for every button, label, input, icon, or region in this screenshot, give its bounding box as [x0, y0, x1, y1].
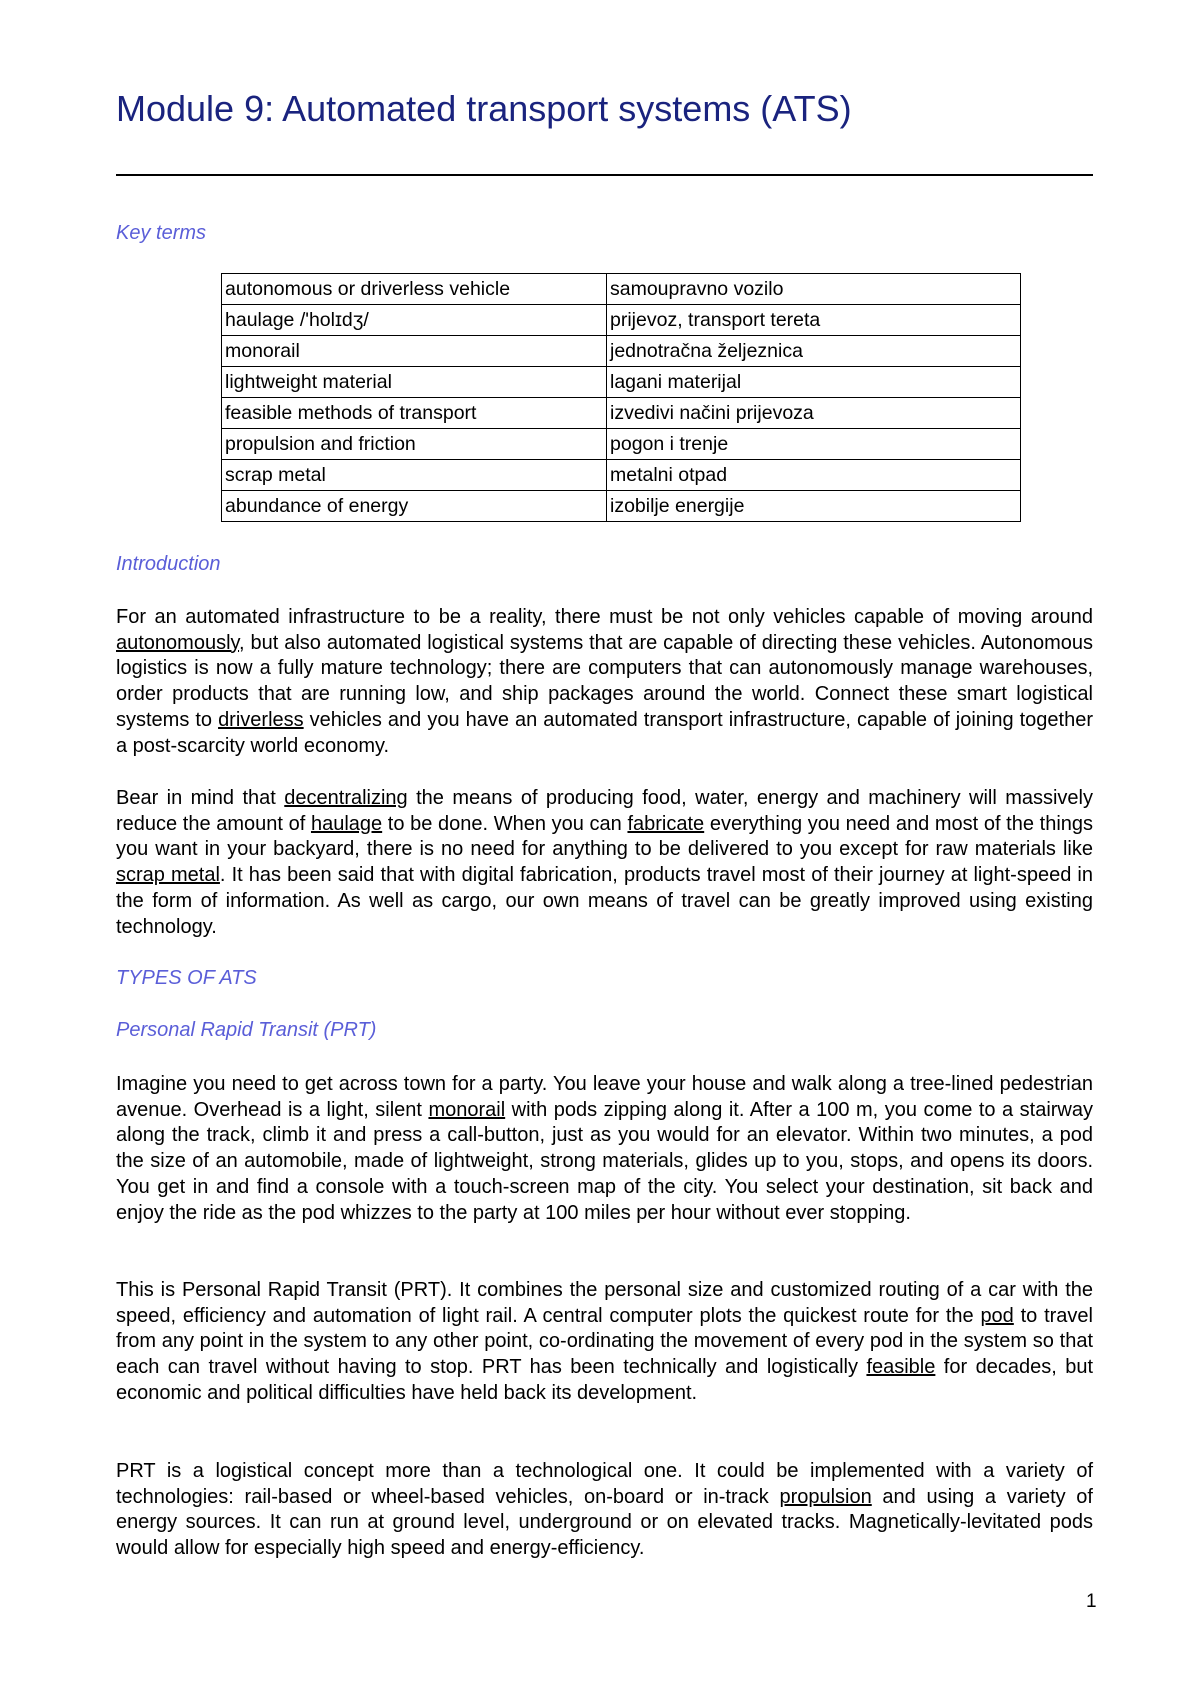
key-term-english: propulsion and friction — [222, 429, 607, 460]
page-title: Module 9: Automated transport systems (ATS) — [116, 88, 852, 129]
paragraph-4 — [116, 1278, 1093, 1407]
paragraph-text: everything you need and most of the things you want in your backyard, there is no need for anything to be delivered to you except for raw materials like — [116, 812, 1094, 861]
glossary-term: decentralizing — [284, 787, 408, 809]
key-term-row — [222, 429, 1021, 460]
paragraph-text: to travel from any point in the system to any other point, co-ordinating the movement of every pod in the system so that each can travel without having to stop. PRT has been technically and logistically — [116, 1304, 1093, 1379]
paragraph-1 — [116, 605, 1093, 759]
key-term-english: monorail — [222, 336, 607, 367]
paragraph-text: and using a variety of energy sources. It can run at ground level, underground or on elevated tracks. Magnetically-levitated pods would allow for especially high speed and energy-efficiency. — [116, 1485, 1093, 1560]
page-number: 1 — [1086, 1591, 1097, 1612]
key-term-row — [222, 305, 1021, 336]
key-term-row — [222, 367, 1021, 398]
glossary-term: feasible — [866, 1356, 936, 1379]
key-term-english: haulage /'holɪdʒ/ — [222, 305, 607, 336]
title-divider — [116, 174, 1093, 176]
key-term-row — [222, 491, 1021, 522]
key-term-croatian: pogon i trenje — [607, 429, 1021, 460]
key-term-english: abundance of energy — [222, 491, 607, 522]
key-term-croatian: metalni otpad — [607, 460, 1021, 491]
key-term-english: feasible methods of transport — [222, 398, 607, 429]
heading-key-terms: Key terms — [116, 222, 207, 244]
key-term-croatian: samoupravno vozilo — [607, 274, 1021, 305]
glossary-term: driverless — [218, 708, 304, 731]
key-term-croatian: izvedivi načini prijevoza — [607, 398, 1021, 429]
paragraph-text: This is Personal Rapid Transit (PRT). It combines the personal size and customized routing of a car with the speed, efficiency and automation of light rail. A central computer plots the quickest route for the — [116, 1279, 1093, 1327]
glossary-term: haulage — [310, 812, 383, 835]
key-term-row — [222, 336, 1021, 367]
paragraph-text: , but also automated logistical systems that are capable of directing these vehicles. Autonomous logistics is now a fully mature technology; there are computers that can autonomously manage warehouses, order products that are running low, and ship packages around the world. Connect these smart logistical systems to — [116, 631, 1093, 731]
heading-types-of-ats: TYPES OF ATS — [116, 967, 257, 989]
paragraph-text: the means of producing food, water, energy and machinery will massively reduce the amount of — [116, 787, 1093, 835]
glossary-term: monorail — [428, 1098, 506, 1121]
heading-introduction: Introduction — [116, 553, 221, 575]
glossary-term: pod — [980, 1304, 1014, 1327]
glossary-term: propulsion — [779, 1485, 872, 1508]
key-term-row — [222, 398, 1021, 429]
paragraph-text: with pods zipping along it. After a 100 m, you come to a stairway along the track, climb it and press a call-button, just as you would for an elevator. Within two minutes, a pod the size of an automobile, made of lightweight, strong materials, glides up to you, stops, and opens its doors. You get in and find a console with a touch-screen map of the city. You select your destination, sit back and enjoy the ride as the pod whizzes to the party at 100 miles per hour without ever stopping. — [116, 1098, 1093, 1224]
paragraph-3 — [116, 1072, 1093, 1226]
key-term-row — [222, 460, 1021, 491]
key-terms-table — [221, 273, 1021, 522]
paragraph-2 — [116, 786, 1093, 940]
paragraph-text: for decades, but economic and political difficulties have held back its development. — [116, 1356, 1093, 1404]
paragraph-text: For an automated infrastructure to be a reality, there must be not only vehicles capable of moving around — [116, 606, 1093, 628]
heading-prt: Personal Rapid Transit (PRT) — [116, 1019, 377, 1041]
paragraph-5 — [116, 1459, 1093, 1562]
key-term-croatian: lagani materijal — [607, 367, 1021, 398]
paragraph-text: Imagine you need to get across town for a party. You leave your house and walk along a tree-lined pedestrian avenue. Overhead is a light, silent — [116, 1073, 1093, 1121]
key-term-english: scrap metal — [222, 460, 607, 491]
key-term-croatian: izobilje energije — [607, 491, 1021, 522]
key-term-english: lightweight material — [222, 367, 607, 398]
key-term-croatian: prijevoz, transport tereta — [607, 305, 1021, 336]
glossary-term: scrap metal — [116, 864, 220, 887]
key-term-row — [222, 274, 1021, 305]
paragraph-text: . It has been said that with digital fabrication, products travel most of their journey at light-speed in the form of information. As well as cargo, our own means of travel can be greatly improved using existing technology. — [116, 864, 1093, 938]
paragraph-text: vehicles and you have an automated transport infrastructure, capable of joining together a post-scarcity world economy. — [116, 708, 1093, 757]
paragraph-text: to be done. When you can — [382, 812, 628, 835]
glossary-term: fabricate — [627, 812, 705, 835]
key-term-croatian: jednotračna željeznica — [607, 336, 1021, 367]
key-term-english: autonomous or driverless vehicle — [222, 274, 607, 305]
glossary-term: autonomously — [116, 631, 240, 654]
paragraph-text: PRT is a logistical concept more than a technological one. It could be implemented with a variety of technologies: rail-based or wheel-based vehicles, on-board or in-track — [116, 1460, 1093, 1508]
paragraph-text: Bear in mind that — [116, 787, 285, 809]
